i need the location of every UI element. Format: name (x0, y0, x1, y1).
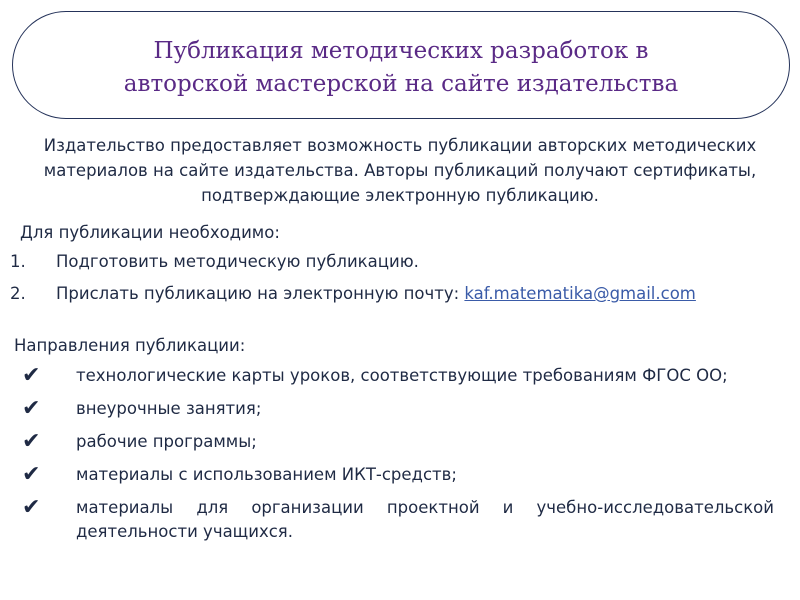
direction-item (22, 397, 774, 421)
step-text (56, 284, 696, 303)
direction-text: материалы для организации проектной и учебно-исследовательской деятельности учащихся. (76, 498, 774, 541)
requirement-item (10, 252, 800, 284)
direction-text: рабочие программы; (76, 432, 257, 451)
direction-item (22, 463, 774, 487)
direction-text: технологические карты уроков, соответствующие требованиям ФГОС ОО; (76, 366, 728, 385)
checkmark-icon: ✔ (22, 495, 41, 520)
email-link[interactable]: kaf.matematika@gmail.com (464, 284, 696, 303)
directions-list (22, 364, 774, 553)
requirements-list (10, 252, 800, 316)
step-text: Подготовить методическую публикацию. (56, 252, 419, 271)
checkmark-icon: ✔ (22, 462, 41, 487)
step-text-label: Прислать публикацию на электронную почту: (56, 284, 465, 303)
intro-paragraph: Издательство предоставляет возможность публикации авторских методических материалов на сайте издательства. Авторы публикаций получают сертификаты, подтверждающие электронную публикацию. (43, 136, 757, 205)
direction-text: внеурочные занятия; (76, 399, 262, 418)
directions-heading: Направления публикации: (14, 336, 246, 355)
step-number: 1. (10, 252, 26, 271)
direction-text: материалы с использованием ИКТ-средств; (76, 465, 457, 484)
checkmark-icon: ✔ (22, 363, 41, 388)
title-banner (12, 11, 790, 119)
direction-item (22, 364, 774, 388)
checkmark-icon: ✔ (22, 396, 41, 421)
direction-item (22, 430, 774, 454)
requirements-heading: Для публикации необходимо: (20, 223, 280, 242)
step-number: 2. (10, 284, 26, 303)
page-title: Публикация методических разработок в авторской мастерской на сайте издательства (123, 38, 679, 97)
requirement-item (10, 284, 800, 316)
direction-item (22, 496, 774, 544)
checkmark-icon: ✔ (22, 429, 41, 454)
